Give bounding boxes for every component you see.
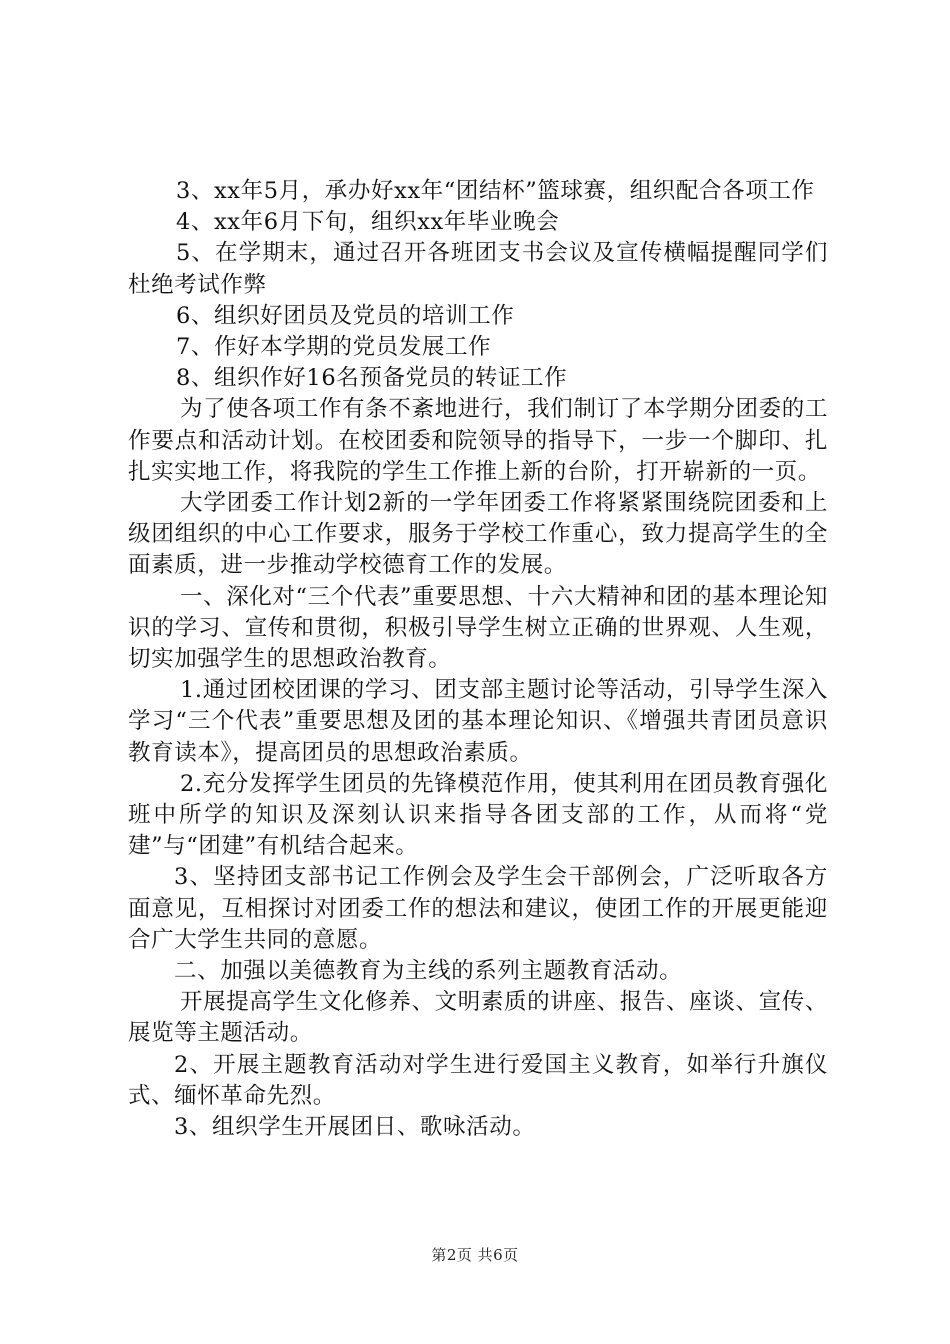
paragraph-item-3: 3、xx年5月，承办好xx年“团结杯”篮球赛，组织配合各项工作 <box>176 178 815 204</box>
paragraph-item-4: 4、xx年6月下旬，组织xx年毕业晚会 <box>176 209 560 236</box>
paragraph-point-1: 1.通过团校团课的学习、团支部主题讨论等活动，引导学生深入学习“三个代表”重要思想及团的基本理论知识、《增强共青团员意识教育读本》，提高团员的思想政治素质。 <box>128 677 828 766</box>
paragraph-plan-intro: 大学团委工作计划2新的一学年团委工作将紧紧围绕院团委和上级团组织的中心工作要求，服务于学校工作重心，致力提高学生的全面素质，进一步推动学校德育工作的发展。 <box>128 490 828 579</box>
section-heading-2: 二、加强以美德教育为主线的系列主题教育活动。 <box>174 958 683 985</box>
paragraph-activity-2: 2、开展主题教育活动对学生进行爱国主义教育，如举行升旗仪式、缅怀革命先烈。 <box>128 1051 828 1109</box>
page-number-footer: 第2页 共6页 <box>431 1246 519 1264</box>
paragraph-activities: 开展提高学生文化修养、文明素质的讲座、报告、座谈、宣传、展览等主题活动。 <box>128 989 828 1047</box>
paragraph-activity-3: 3、组织学生开展团日、歌咏活动。 <box>174 1114 536 1141</box>
paragraph-point-2: 2.充分发挥学生团员的先锋模范作用，使其利用在团员教育强化班中所学的知识及深刻认识来指导各团支部的工作，从而将“党建”与“团建”有机结合起来。 <box>128 770 828 860</box>
document-body <box>128 176 828 1143</box>
paragraph-item-6: 6、组织好团员及党员的培训工作 <box>176 302 515 329</box>
section-heading-1: 一、深化对“三个代表”重要思想、十六大精神和团的基本理论知识的学习、宣传和贯彻，积极引导学生树立正确的世界观、人生观，切实加强学生的思想政治教育。 <box>128 583 828 673</box>
paragraph-item-5: 5、在学期末，通过召开各班团支书会议及宣传横幅提醒同学们杜绝考试作弊 <box>128 240 828 298</box>
paragraph-item-8: 8、组织作好16名预备党员的转证工作 <box>176 365 568 392</box>
paragraph-summary: 为了使各项工作有条不紊地进行，我们制订了本学期分团委的工作要点和活动计划。在校团委和院领导的指导下，一步一个脚印、扎扎实实地工作，将我院的学生工作推上新的台阶，打开崭新的一页。 <box>128 396 828 485</box>
paragraph-point-3: 3、坚持团支部书记工作例会及学生会干部例会，广泛听取各方面意见，互相探讨对团委工作的想法和建议，使团工作的开展更能迎合广大学生共同的意愿。 <box>128 864 828 953</box>
paragraph-item-7: 7、作好本学期的党员发展工作 <box>176 334 492 361</box>
